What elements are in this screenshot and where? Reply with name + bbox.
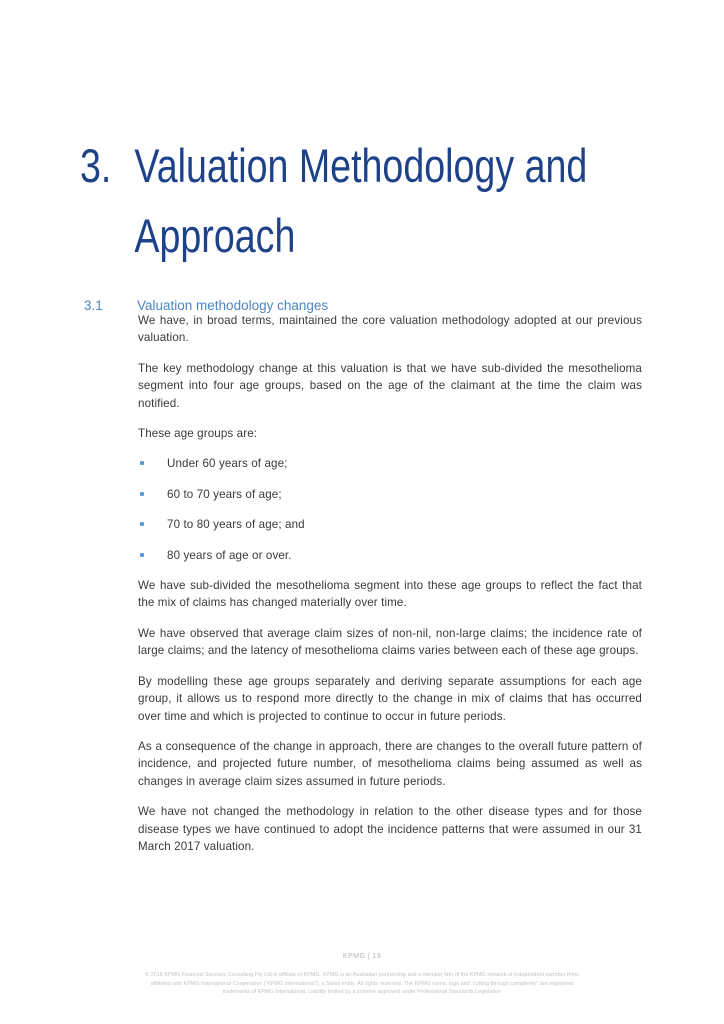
bullet-dot-icon	[140, 522, 144, 526]
list-item-label: 80 years of age or over.	[167, 548, 292, 562]
page-number: KPMG | 13	[342, 951, 382, 960]
list-item-label: 60 to 70 years of age;	[167, 487, 282, 501]
list-item-label: 70 to 80 years of age; and	[167, 518, 305, 532]
paragraph: We have, in broad terms, maintained the core valuation methodology adopted at our previous valuation.	[138, 314, 642, 345]
chapter-title-line-1: Valuation Methodology and	[134, 139, 588, 193]
chapter-number: 3.	[80, 139, 112, 193]
section-number: 3.1	[84, 298, 103, 314]
paragraph: We have not changed the methodology in relation to the other disease types and for those disease types we have continued to adopt the incidence patterns that were assumed in our 31 March 2017 valuation.	[138, 805, 642, 853]
bullet-dot-icon	[140, 461, 144, 465]
chapter-title-line-2: Approach	[134, 209, 296, 263]
list-item	[138, 516, 642, 533]
body-content	[138, 312, 642, 855]
paragraph: As a consequence of the change in approach, there are changes to the overall future pattern of incidence, and projected future number, of mesothelioma claims being assumed as well as changes in average claim sizes assumed in future periods.	[138, 739, 642, 788]
list-item	[138, 547, 642, 564]
paragraph: The key methodology change at this valuation is that we have sub-divided the mesothelioma segment into four age groups, based on the age of the claimant at the time the claim was notified.	[138, 361, 642, 410]
paragraph: We have observed that average claim sizes of non-nil, non-large claims; the incidence rate of large claims; and the latency of mesothelioma claims varies between each of these age groups.	[138, 626, 642, 658]
list-item-label: Under 60 years of age;	[167, 457, 288, 471]
paragraph: We have sub-divided the mesothelioma segment into these age groups to reflect the fact that the mix of claims has changed materially over time.	[138, 579, 642, 610]
chapter-title	[80, 131, 588, 271]
bullet-dot-icon	[140, 553, 144, 557]
bullet-dot-icon	[140, 492, 144, 496]
age-group-list	[138, 455, 642, 564]
legal-disclaimer	[62, 971, 662, 997]
paragraph: By modelling these age groups separately and deriving separate assumptions for each age group, it allows us to respond more directly to the change in mix of claims that has occurred over time and which is projected to continue to occur in future periods.	[138, 674, 642, 723]
legal-line-3: trademarks of KPMG International. Liability limited by a scheme approved under Professional Standards Legislation	[222, 989, 502, 996]
list-item	[138, 455, 642, 472]
paragraph: These age groups are:	[138, 427, 258, 441]
list-item	[138, 486, 642, 503]
section-title: Valuation methodology changes	[137, 298, 329, 314]
legal-line-1: © 2018 KPMG Financial Services Consulting Pty Ltd is affiliate of KPMG. KPMG is an Australian partnership and a member firm of the KPMG network of independent member firms	[145, 972, 579, 978]
legal-line-2: affiliated with KPMG International Cooperative (“KPMG International”), a Swiss entity. All rights reserved. The KPMG name, logo and “cutting through complexity” are registered	[150, 980, 574, 987]
